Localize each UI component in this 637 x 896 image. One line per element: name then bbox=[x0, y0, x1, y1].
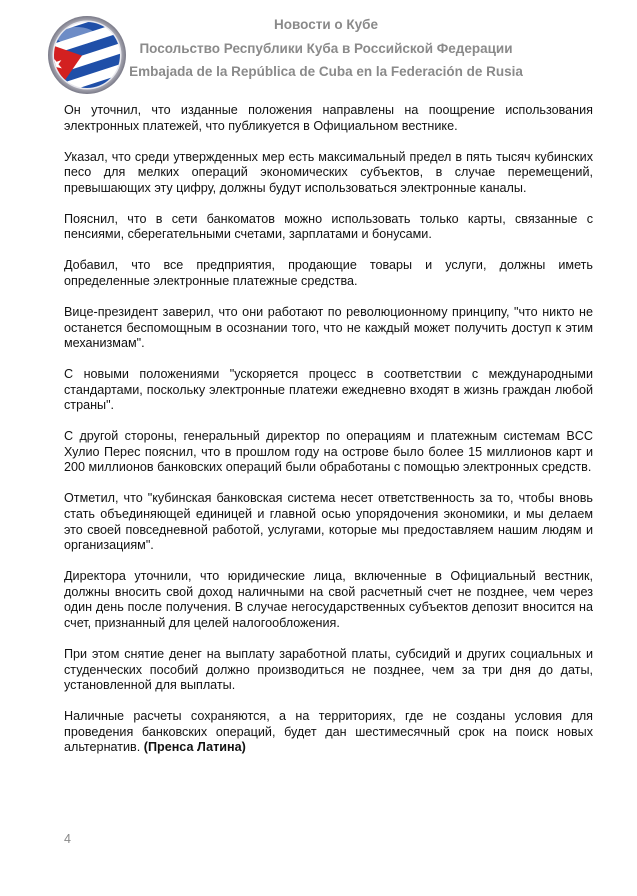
article-body bbox=[64, 103, 593, 771]
header-title: Новости о Кубе bbox=[274, 17, 378, 32]
paragraph: С новыми положениями "ускоряется процесс в соответствии с международными стандартами, поскольку электронные платежи ежедневно входят в жизнь граждан любой страны". bbox=[64, 367, 593, 413]
paragraph: Вице-президент заверил, что они работают по революционному принципу, "что никто не останется беспомощным в осознании того, что не каждый может получить доступ к этим механизмам". bbox=[64, 304, 593, 351]
header-embassy-es: Embajada de la República de Cuba en la Federación de Rusia bbox=[129, 64, 523, 79]
page-number: 4 bbox=[64, 832, 71, 846]
document-header bbox=[120, 12, 532, 84]
paragraph: Добавил, что все предприятия, продающие товары и услуги, должны иметь определенные электронные платежные средства. bbox=[64, 258, 593, 288]
paragraph-last-text: Наличные расчеты сохраняются, а на территориях, где не созданы условия для проведения банковских операций, будет дан шестимесячный срок на поиск новых альтернатив. bbox=[64, 709, 593, 755]
paragraph: При этом снятие денег на выплату заработной платы, субсидий и других социальных и студенческих пособий должно производиться не позднее, чем за три дня до даты, установленной для выплаты. bbox=[64, 646, 593, 693]
source-credit: (Пренса Латина) bbox=[143, 740, 246, 755]
paragraph: Директора уточнили, что юридические лица, включенные в Официальный вестник, должны вносить свой доход наличными на свой расчетный счет не позднее, чем через один день после получения. В случае негосударственных субъектов депозит вносится на счет, признанный для целей налогообложения. bbox=[64, 569, 593, 630]
header-embassy-ru: Посольство Республики Куба в Российской Федерации bbox=[139, 41, 513, 56]
paragraph: С другой стороны, генеральный директор по операциям и платежным системам BCC Хулио Перес пояснил, что в прошлом году на острове было более 15 миллионов карт и 200 миллионов банковских операций были обработаны с помощью электронных средств. bbox=[64, 429, 593, 475]
paragraph: Указал, что среди утвержденных мер есть максимальный предел в пять тысяч кубинских песо для мелких операций экономических субъектов, в случае перемещений, превышающих эту цифру, должны будут использоваться электронные каналы. bbox=[64, 149, 593, 195]
paragraph: Он уточнил, что изданные положения направлены на поощрение использования электронных платежей, что публикуется в Официальном вестнике. bbox=[64, 103, 593, 133]
paragraph: Пояснил, что в сети банкоматов можно использовать только карты, связанные с пенсиями, сберегательными счетами, зарплатами и бонусами. bbox=[64, 211, 593, 242]
paragraph-last bbox=[64, 709, 593, 756]
cuban-flag-emblem-icon bbox=[46, 14, 128, 96]
paragraph: Отметил, что "кубинская банковская система несет ответственность за то, чтобы вновь стать объединяющей единицей и главной осью упорядочения экономики, и мы делаем это своей повседневной работой, услугами, которые мы предоставляем нашим людям и организациям". bbox=[64, 491, 593, 553]
